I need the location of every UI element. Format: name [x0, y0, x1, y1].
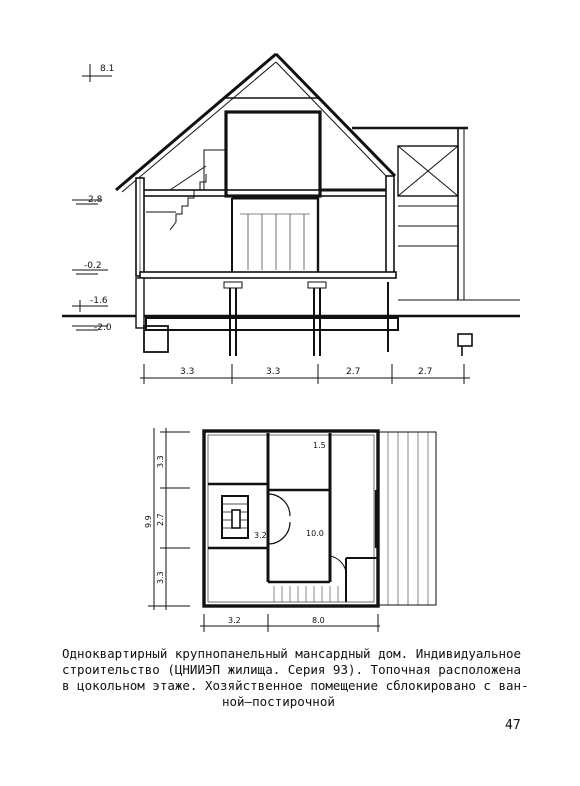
level-label-3: -0.2	[84, 261, 102, 271]
section-dim-2: 3.3	[266, 367, 281, 377]
room-label-2: 10.0	[306, 529, 324, 538]
level-label-2: 2.8	[88, 195, 103, 205]
plan-vdim-2: 2.7	[156, 513, 165, 526]
section-dim-1: 3.3	[180, 367, 195, 377]
section-dim-4: 2.7	[418, 367, 433, 377]
figure-caption	[62, 646, 532, 710]
room-label-1: 1.5	[313, 441, 326, 450]
plan-hdim-1: 3.2	[228, 616, 241, 625]
plan-hdim-2: 8.0	[312, 616, 325, 625]
level-label-1: 8.1	[100, 64, 115, 74]
caption-line-2: строительство (ЦНИИЭП жилища. Серия 93). Топочная расположена	[62, 662, 522, 677]
level-label-4: -1.6	[90, 296, 108, 306]
floor-plan	[148, 428, 436, 632]
building-section	[62, 54, 520, 384]
caption-line-1: Одноквартирный крупнопанельный мансардный дом. Индивидуальное	[62, 646, 522, 661]
plan-vdim-3: 3.3	[156, 571, 165, 584]
caption-line-4: ной–постирочной	[222, 694, 335, 709]
plan-vdim-1: 3.3	[156, 455, 165, 468]
caption-line-3: в цокольном этаже. Хозяйственное помещение сблокировано с ван-	[62, 678, 529, 693]
level-label-5: -2.0	[94, 323, 112, 333]
plan-overall-dim: 9.9	[144, 515, 153, 528]
page-number: 47	[505, 718, 521, 733]
room-label-3: 3.2	[254, 531, 267, 540]
section-dim-3: 2.7	[346, 367, 361, 377]
